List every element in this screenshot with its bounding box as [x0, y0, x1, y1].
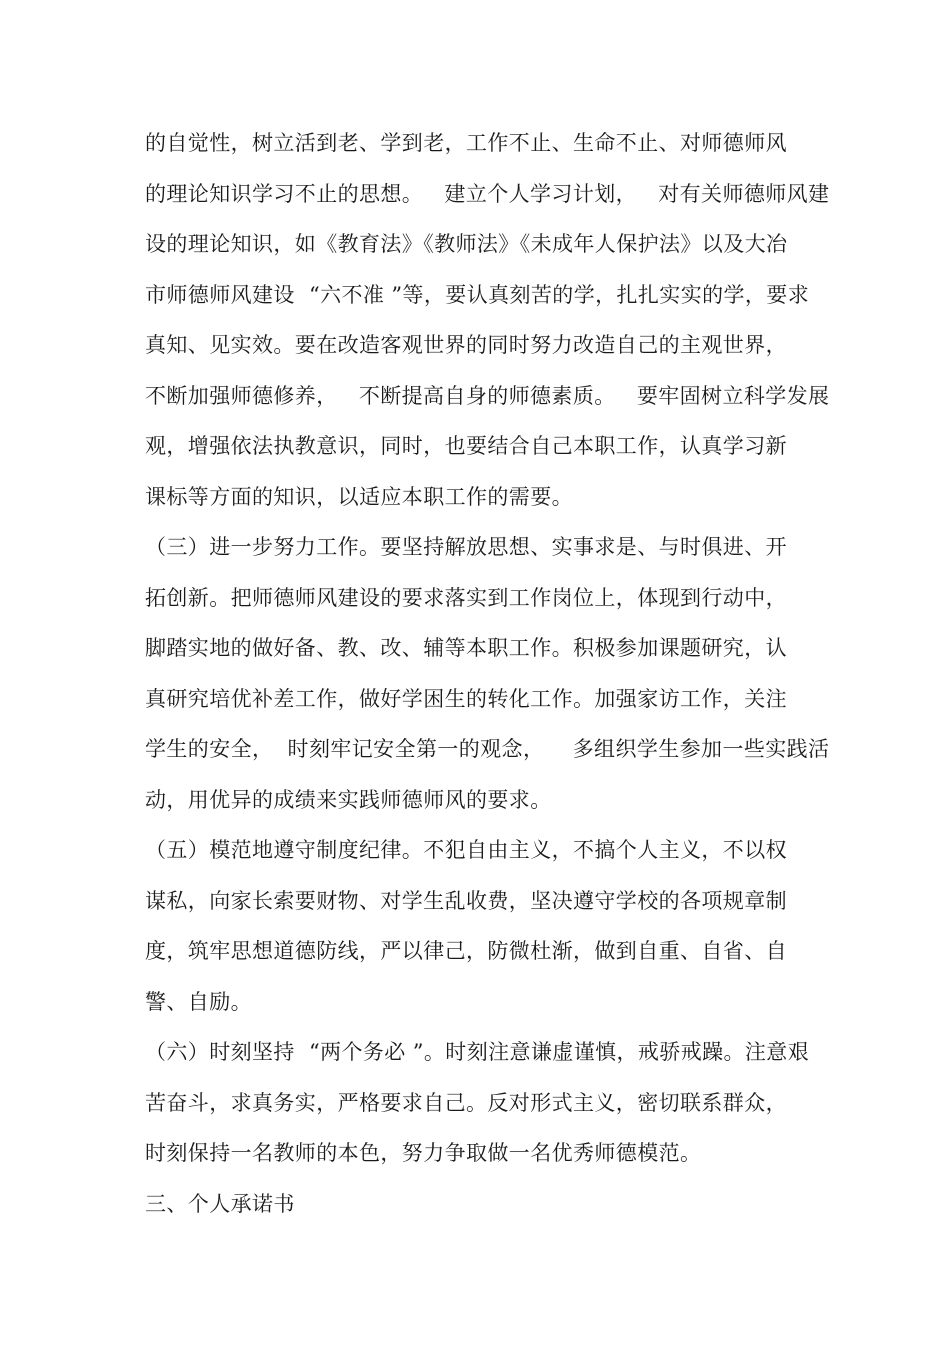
text-line: 真研究培优补差工作，做好学困生的转化工作。加强家访工作，关注: [145, 686, 787, 711]
section-heading-5: （五）模范地遵守制度纪律。不犯自由主义，不搞个人主义，不以权: [145, 838, 787, 862]
text-line: 时刻保持一名教师的本色，努力争取做一名优秀师德模范。: [145, 1141, 702, 1165]
text-line: 市师德师风建设 “六不准 ”等，要认真刻苦的学，扎扎实实的学，要求: [145, 282, 810, 307]
text-line: 苦奋斗，求真务实，严格要求自己。反对形式主义，密切联系群众，: [145, 1090, 787, 1115]
text-line: 动，用优异的成绩来实践师德师风的要求。: [145, 787, 552, 812]
text-line: 脚踏实地的做好备、教、改、辅等本职工作。积极参加课题研究，认: [145, 636, 787, 660]
text-line: 拓创新。把师德师风建设的要求落实到工作岗位上，体现到行动中，: [145, 585, 787, 610]
text-line: 警、自励。: [145, 989, 252, 1014]
text-line: 度，筑牢思想道德防线，严以律己，防微杜渐，做到自重、自省、自: [145, 939, 787, 963]
section-heading-6: （六）时刻坚持 “两个务必 ”。时刻注意谦虚谨慎，戒骄戒躁。注意艰: [145, 1040, 810, 1064]
text-line: 课标等方面的知识，以适应本职工作的需要。: [145, 484, 573, 509]
text-line: 谋私，向家长索要财物、对学生乱收费，坚决遵守学校的各项规章制: [145, 888, 787, 913]
text-line: 学生的安全， 时刻牢记安全第一的观念， 多组织学生参加一些实践活: [145, 737, 830, 761]
text-line: 的自觉性，树立活到老、学到老，工作不止、生命不止、对师德师风: [145, 131, 787, 155]
body-text: [145, 118, 845, 1229]
text-line: 观，增强依法执教意识，同时，也要结合自己本职工作，认真学习新: [145, 434, 787, 458]
text-line: 真知、见实效。要在改造客观世界的同时努力改造自己的主观世界，: [145, 333, 787, 357]
text-line: 的理论知识学习不止的思想。 建立个人学习计划， 对有关师德师风建: [145, 181, 830, 206]
text-line: 设的理论知识，如《教育法》《教师法》《未成年人保护法》以及大冶: [145, 232, 788, 256]
text-line: 不断加强师德修养， 不断提高自身的师德素质。 要牢固树立科学发展: [145, 383, 830, 408]
section-title: 三、个人承诺书: [145, 1191, 295, 1216]
section-heading-3: （三）进一步努力工作。要坚持解放思想、实事求是、与时俱进、开: [145, 535, 787, 559]
